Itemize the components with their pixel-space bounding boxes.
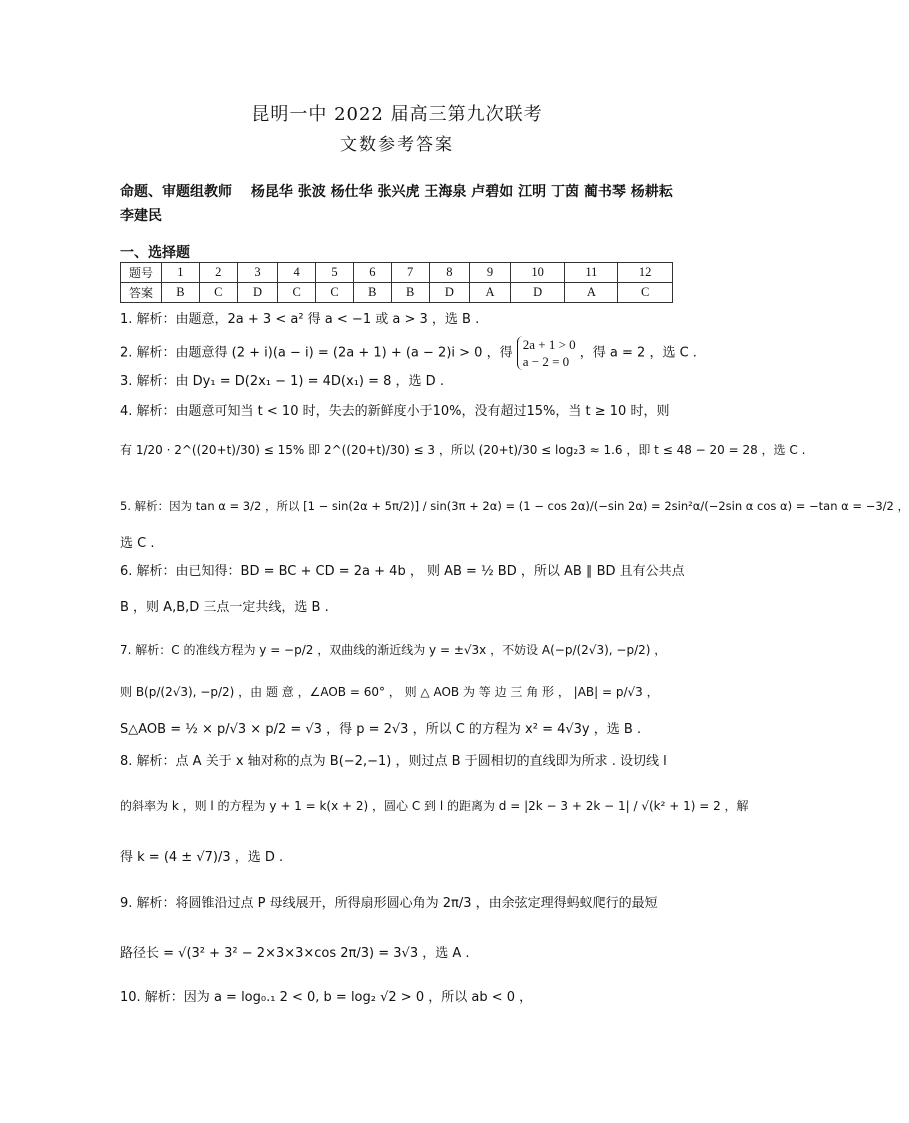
- equation-system: [517, 336, 576, 370]
- solution-6-line-2: B ，则 A,B,D 三点一定共线，选 B .: [120, 600, 329, 615]
- document-subtitle: 文数参考答案: [340, 135, 454, 155]
- solution-2: [120, 336, 697, 370]
- table-cell: 2: [199, 263, 237, 283]
- solution-3: 3. 解析：由 Dy₁ = D(2x₁ − 1) = 4D(x₁) = 8 ，选 D .: [120, 374, 444, 389]
- solution-8-line-2: 的斜率为 k ，则 l 的方程为 y + 1 = k(x + 2) ，圆心 C 到 l 的距离为 d = |2k − 3 + 2k − 1| / √(k² + 1) = 2 ，解: [120, 799, 749, 813]
- solution-4-line-2: 有 1/20 · 2^((20+t)/30) ≤ 15% 即 2^((20+t)/30) ≤ 3 ，所以 (20+t)/30 ≤ log₂3 ≈ 1.6 ，即 t ≤ 48 − 20 = 28 ，选 C .: [120, 443, 806, 457]
- table-cell: B: [162, 283, 200, 303]
- solution-4-line-1: 4. 解析：由题意可知当 t < 10 时，失去的新鲜度小于10%，没有超过15%，当 t ≥ 10 时，则: [120, 404, 670, 419]
- table-cell: C: [278, 283, 316, 303]
- table-cell: 4: [278, 263, 316, 283]
- solution-7-line-3: S△AOB = ½ × p/√3 × p/2 = √3 ，得 p = 2√3 ，所以 C 的方程为 x² = 4√3y ，选 B .: [120, 722, 642, 737]
- table-cell: C: [199, 283, 237, 303]
- solution-1: 1. 解析：由题意，2a + 3 < a² 得 a < −1 或 a > 3 ，选 B .: [120, 312, 480, 327]
- table-cell: C: [618, 283, 673, 303]
- document-title: 昆明一中 2022 届高三第九次联考: [251, 104, 543, 125]
- table-cell: D: [237, 283, 278, 303]
- system-line-2: a − 2 = 0: [522, 354, 570, 369]
- system-line-1: 2a + 1 > 0: [522, 337, 576, 352]
- solution-6-line-1: 6. 解析：由已知得：BD = BC + CD = 2a + 4b ， 则 AB = ½ BD ，所以 AB ∥ BD 且有公共点: [120, 564, 685, 579]
- table-cell: D: [510, 283, 565, 303]
- table-cell: 11: [565, 263, 618, 283]
- authors-line: 命题、审题组教师 杨昆华 张波 杨仕华 张兴虎 王海泉 卢碧如 江明 丁茵 蔺书琴 杨耕耘 李建民: [120, 184, 673, 224]
- table-cell: 10: [510, 263, 565, 283]
- table-cell: 12: [618, 263, 673, 283]
- table-cell: B: [353, 283, 391, 303]
- solution-9-line-1: 9. 解析：将圆锥沿过点 P 母线展开，所得扇形圆心角为 2π/3 ，由余弦定理得蚂蚁爬行的最短: [120, 896, 658, 911]
- table-cell: D: [429, 283, 470, 303]
- solution-2-tail: ，得 a = 2 ，选 C .: [579, 345, 697, 361]
- table-cell: 9: [470, 263, 511, 283]
- table-cell: 8: [429, 263, 470, 283]
- solution-10: 10. 解析：因为 a = log₀.₁ 2 < 0, b = log₂ √2 > 0 ，所以 ab < 0 ，: [120, 990, 533, 1005]
- solution-7-line-2: 则 B(p/(2√3), −p/2) ，由 题 意 ，∠AOB = 60° ， 则 △ AOB 为 等 边 三 角 形 ， |AB| = p/√3 ，: [120, 685, 659, 699]
- solution-2-text: 2. 解析：由题意得 (2 + i)(a − i) = (2a + 1) + (a − 2)i > 0 ，得: [120, 345, 513, 361]
- solution-8-line-3: 得 k = (4 ± √7)/3 ，选 D .: [120, 850, 284, 865]
- table-cell: 5: [316, 263, 354, 283]
- table-row-numbers: [121, 263, 673, 283]
- table-cell: 7: [391, 263, 429, 283]
- table-cell: 3: [237, 263, 278, 283]
- table-cell: B: [391, 283, 429, 303]
- table-cell: 6: [353, 263, 391, 283]
- table-cell: C: [316, 283, 354, 303]
- table-cell: 1: [162, 263, 200, 283]
- table-cell: A: [470, 283, 511, 303]
- table-cell: A: [565, 283, 618, 303]
- solution-7-line-1: 7. 解析：C 的准线方程为 y = −p/2 ，双曲线的渐近线为 y = ±√3x ，不妨设 A(−p/(2√3), −p/2) ，: [120, 643, 667, 657]
- section-title: 一、选择题: [120, 245, 190, 261]
- solution-5-line-1: 5. 解析：因为 tan α = 3/2 ，所以 [1 − sin(2α + 5π/2)] / sin(3π + 2α) = (1 − cos 2α)/(−sin 2α) = 2sin²α/(−2sin α cos α) = −tan α = −3/2 ，: [120, 499, 909, 513]
- solution-9-line-2: 路径长 = √(3² + 3² − 2×3×3×cos 2π/3) = 3√3 ，选 A .: [120, 946, 470, 961]
- solution-5-line-2: 选 C .: [120, 536, 155, 551]
- solution-8-line-1: 8. 解析：点 A 关于 x 轴对称的点为 B(−2,−1) ，则过点 B 于圆相切的直线即为所求 . 设切线 l: [120, 754, 667, 769]
- answer-table: [120, 262, 673, 303]
- table-header-cell: 答案: [121, 283, 162, 303]
- table-row-answers: [121, 283, 673, 303]
- table-header-cell: 题号: [121, 263, 162, 283]
